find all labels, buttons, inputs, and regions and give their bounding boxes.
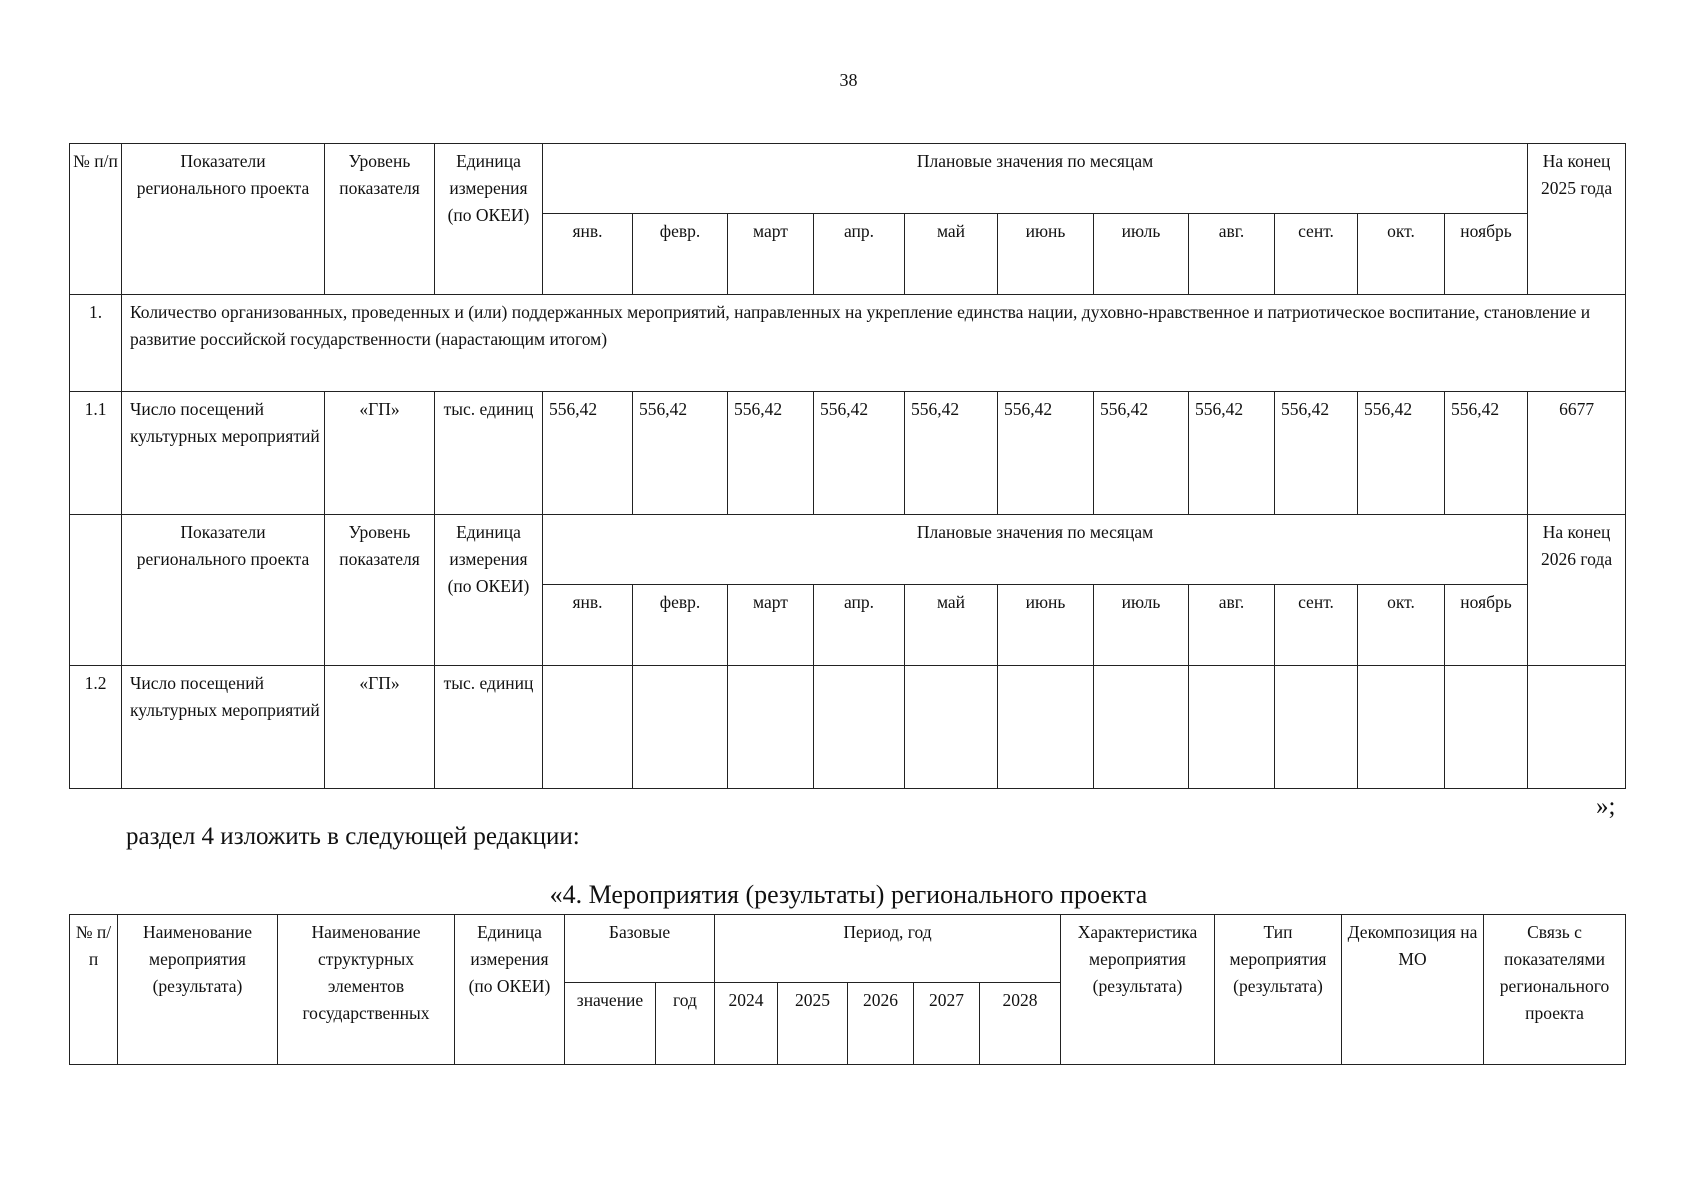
month-value-empty [728, 666, 814, 789]
header-unit: Единица измерения (по ОКЕИ) [435, 515, 543, 666]
month-value: 556,42 [728, 392, 814, 515]
section-text: Количество организованных, проведенных и (или) поддержанных мероприятий, направленных на укрепление единства нации, духовно-нравственное и патриотическое воспитание, становление и развитие российской государственности (нарастающим итогом) [122, 295, 1626, 392]
header-unit: Единица измерения (по ОКЕИ) [435, 144, 543, 295]
month-header: окт. [1358, 214, 1445, 295]
closing-quote: »; [1596, 793, 1616, 820]
row-name: Число посещений культурных мероприятий [122, 666, 325, 789]
page-number: 38 [839, 70, 858, 90]
month-header: май [905, 214, 998, 295]
section-title: «4. Мероприятия (результаты) регионального проекта [549, 880, 1148, 909]
header-indicator: Показатели регионального проекта [122, 144, 325, 295]
month-value-empty [998, 666, 1094, 789]
row-level: «ГП» [325, 666, 435, 789]
month-header: янв. [543, 585, 633, 666]
row-total-empty [1528, 666, 1626, 789]
section-instruction: раздел 4 изложить в следующей редакции: [126, 823, 580, 850]
t2-header-link: Связь с показателями регионального проекта [1484, 915, 1626, 1065]
month-header: июль [1094, 585, 1189, 666]
month-value-empty [905, 666, 998, 789]
row-num: 1.2 [70, 666, 122, 789]
month-value-empty [1094, 666, 1189, 789]
month-header: сент. [1275, 585, 1358, 666]
t2-header-num: № п/п [70, 915, 118, 1065]
month-value: 556,42 [543, 392, 633, 515]
month-header: ноябрь [1445, 585, 1528, 666]
month-header: окт. [1358, 585, 1445, 666]
t2-header-name: Наименование мероприятия (результата) [118, 915, 278, 1065]
t2-header-type: Тип мероприятия (результата) [1215, 915, 1342, 1065]
row-unit: тыс. единиц [435, 392, 543, 515]
t2-header-base-year: год [656, 983, 715, 1065]
month-header: ноябрь [1445, 214, 1528, 295]
header-planned: Плановые значения по месяцам [543, 144, 1528, 214]
t2-header-base: Базовые [565, 915, 715, 983]
month-value-empty [633, 666, 728, 789]
header-planned: Плановые значения по месяцам [543, 515, 1528, 585]
month-value: 556,42 [1275, 392, 1358, 515]
header-indicator: Показатели регионального проекта [122, 515, 325, 666]
header-num: № п/п [70, 144, 122, 295]
month-value: 556,42 [905, 392, 998, 515]
row-unit: тыс. единиц [435, 666, 543, 789]
t2-year-header: 2026 [848, 983, 914, 1065]
t2-header-decomposition: Декомпозиция на МО [1342, 915, 1484, 1065]
month-header: янв. [543, 214, 633, 295]
t2-year-header: 2027 [914, 983, 980, 1065]
month-header: авг. [1189, 214, 1275, 295]
row-level: «ГП» [325, 392, 435, 515]
month-header: июнь [998, 585, 1094, 666]
header-end-2026: На конец 2026 года [1528, 515, 1626, 666]
month-value-empty [543, 666, 633, 789]
header-end-2025: На конец 2025 года [1528, 144, 1626, 295]
t2-header-unit: Единица измерения (по ОКЕИ) [455, 915, 565, 1065]
month-header: март [728, 214, 814, 295]
month-header: апр. [814, 585, 905, 666]
month-header: сент. [1275, 214, 1358, 295]
t2-year-header: 2024 [715, 983, 778, 1065]
month-header: июнь [998, 214, 1094, 295]
section-num: 1. [70, 295, 122, 392]
month-value-empty [814, 666, 905, 789]
row-num: 1.1 [70, 392, 122, 515]
row-name: Число посещений культурных мероприятий [122, 392, 325, 515]
month-header: февр. [633, 585, 728, 666]
month-value: 556,42 [1358, 392, 1445, 515]
t2-header-period: Период, год [715, 915, 1061, 983]
month-value: 556,42 [1445, 392, 1528, 515]
month-header: май [905, 585, 998, 666]
month-value-empty [1189, 666, 1275, 789]
t2-year-header: 2028 [980, 983, 1061, 1065]
row-total: 6677 [1528, 392, 1626, 515]
month-header: авг. [1189, 585, 1275, 666]
indicators-table [69, 143, 1626, 789]
header-num-empty [70, 515, 122, 666]
month-value: 556,42 [1094, 392, 1189, 515]
month-header: март [728, 585, 814, 666]
activities-table [69, 914, 1626, 1065]
month-value: 556,42 [1189, 392, 1275, 515]
t2-header-characteristic: Характеристика мероприятия (результата) [1061, 915, 1215, 1065]
month-value-empty [1358, 666, 1445, 789]
t2-header-base-value: значение [565, 983, 656, 1065]
month-header: июль [1094, 214, 1189, 295]
month-value-empty [1275, 666, 1358, 789]
month-header: апр. [814, 214, 905, 295]
t2-header-struct: Наименование структурных элементов государственных [278, 915, 455, 1065]
month-header: февр. [633, 214, 728, 295]
month-value: 556,42 [633, 392, 728, 515]
month-value-empty [1445, 666, 1528, 789]
header-level: Уровень показателя [325, 144, 435, 295]
t2-year-header: 2025 [778, 983, 848, 1065]
header-level: Уровень показателя [325, 515, 435, 666]
month-value: 556,42 [814, 392, 905, 515]
month-value: 556,42 [998, 392, 1094, 515]
